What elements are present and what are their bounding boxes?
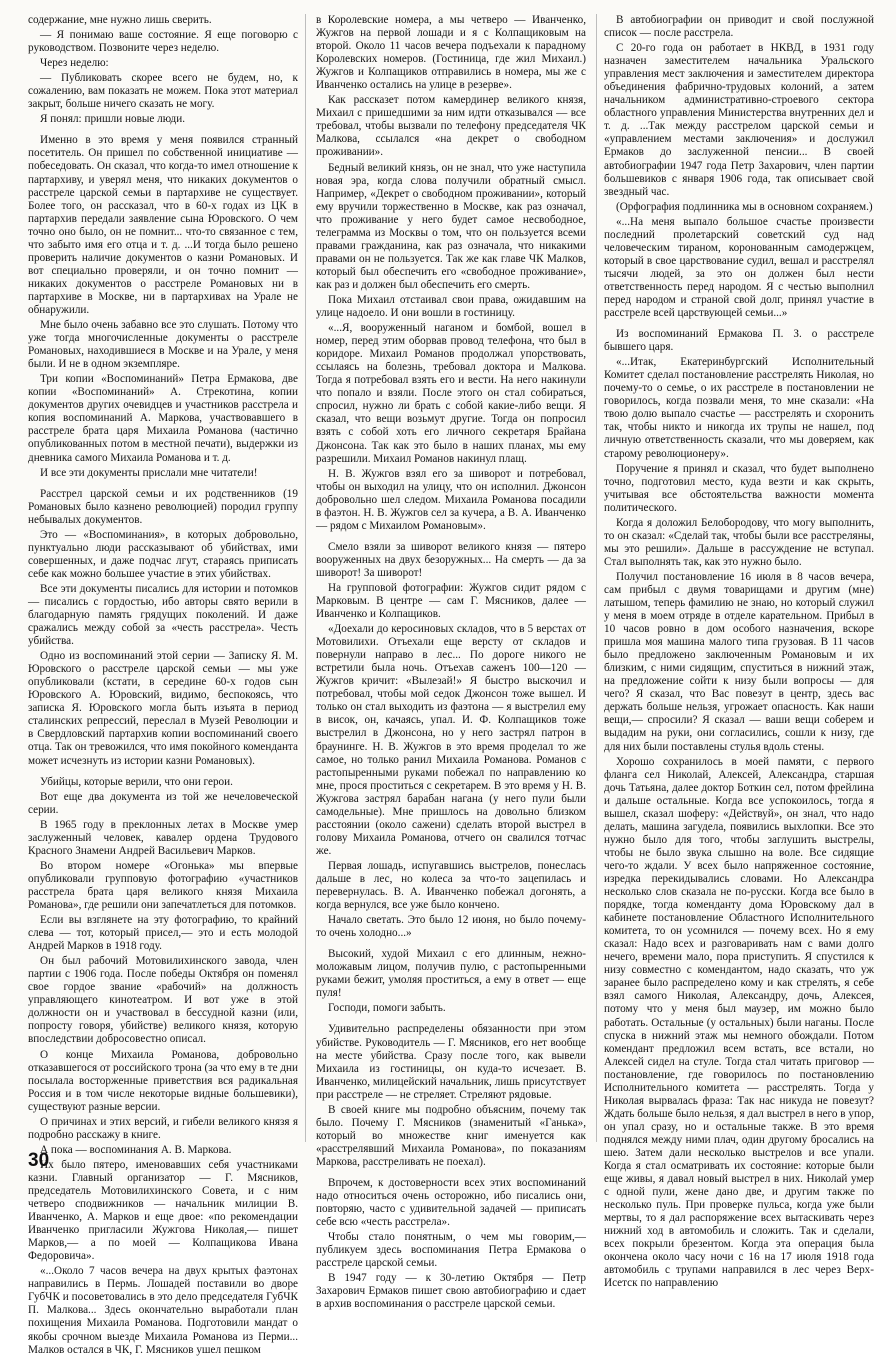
paragraph: Господи, помоги забыть. xyxy=(328,1002,446,1015)
paragraph: С 20-го года он работает в НКВД, в 1931 году назначен заместителем начальника Уральского управления мест заключения и заместителем директора объединения фабрично-трудовых колоний, а затем начальником административно-строевого сектора областного управления Министерства внутренних дел и т. д. ...Так между расстрелом царской семьи и «управлением местами заключения» и дослужил Ермаков до заслуженной пенсии... В своей автобиографии 1947 года Петр Захарович, член партии большевиков с января 1906 года, так описывает свой звездный час. xyxy=(604,42,874,198)
paragraph: в Королевские номера, а мы четверо — Иванченко, Жужгов на первой лошади и я с Колпащиковым на второй. Около 11 часов вечера подъехали к парадному Королевских номеров. (Гостиница, где жил Михаил.) Жужгов и Колпащиков отправились в номера, мы же с Иванченко остались на улице в резерве». xyxy=(316,14,586,92)
paragraph: Когда я доложил Белобородову, что могу выполнить, то он сказал: «Сделай так, чтобы были все расстреляны, мы это решили». Дальше в рассуждение не вступал. Стал выполнять так, как это нужно было. xyxy=(604,516,874,568)
paragraph: «...Около 7 часов вечера на двух крытых фаэтонах направились в Пермь. Лошадей поставили во дворе ГубЧК и посоветовались в это дело председателя ГубЧК П. Малкова... Здесь окончательно выработали план похищения Михаила Романова. Подготовили мандат о якобы срочном выезде Михаила Романова из Перми... Малков остался в ЧК, Г. Мясников ушел пешком xyxy=(28,1265,298,1356)
paragraph: Если вы взглянете на эту фотографию, то крайний слева — тот, который присел,— это и есть молодой Андрей Марков в 1918 году. xyxy=(28,914,298,953)
paragraph: На групповой фотографии: Жужгов сидит рядом с Марковым. В центре — сам Г. Мясников, далее — Иванченко и Колпащиков. xyxy=(316,581,586,621)
paragraph: Убийцы, которые верили, что они герои. xyxy=(40,775,233,788)
paragraph: Смело взяли за шиворот великого князя — пятеро вооруженных на двух безоружных... На смерть — да за шиворот! За шиворот! xyxy=(316,540,586,579)
paragraph: Бедный великий князь, он не знал, что уже наступила новая эра, когда слова получили обратный смысл. Например, «Декрет о свободном проживании», который ему вручили торжественно в Москве, как раз означал, что проживание у него будет самое несвободное, телеграмма из Москвы о том, что он пользуется всеми правами гражданина, как раз означала, что никакими правами он не пользуется. Так же как главе ЧК Малков, который был обеспечить его «свободное проживание», как раз и должен был обеспечить его смерть. xyxy=(316,161,586,291)
paragraph: Хорошо сохранилось в моей памяти, с первого фланга сел Николай, Алексей, Александра, старшая дочь Татьяна, далее доктор Боткин сел, потом фрейлина и дальше остальные. Когда все успокоилось, тогда я вышел, сказал шоферу: «Действуй», он знал, что надо делать, машина загудела, появились выхлопки. Все это нужно было для того, чтобы заглушить выстрелы, чтобы не было звука слышно на воле. Все сидящие чего-то ждали. У всех было напряженное состояние, изредка перекидывались словами. Но Александра несколько слов сказала не по-русски. Когда все было в порядке, тогда коменданту дома Юровскому дал в кабинете постановление Областного Исполнительного комитета, то он усомнился — почему всех. Но я ему сказал: Надо всех и разговаривать нам с вами долго нечего, времени мало, пора приступить. Я спустился к низу совместно с комендантом, надо сказать, что уж заранее было распределено кому и как стрелять, я себе взял самого Николая, Александру, дочь, Алексея, потому что у меня был маузер, им можно было работать. Остальные (у остальных) были наганы. После спуска в нижний этаж мы немного обождали. Потом комендант предложил всем встать, все встали, но Алексей сидел на стуле. Тогда стал читать приговор — постановление, где говорилось по постановлению Исполнительного комитета — расстрелять. Тогда у Николая вырвалась фраза: Так нас никуда не повезут? Ждать больше было нельзя, я дал выстрел в него в упор, он упал сразу, но и остальные также. В это время поднялся между ними плач, один другому бросались на шею. Затем дали несколько выстрелов и все упали. Когда я стал осматривать их состояние: которые были еще живы, я давал новый выстрел в них. Николай умер с одной пули, жене дано две, и другим также по несколько пуль. При проверке пульса, когда уже были мертвы, то я дал распоряжение всех вытаскивать через нижний ход в автомобиль и сложить. Так и сделали, всех покрыли брезентом. Когда эта операция была окончена около часу ночи с 16 на 17 июля 1918 года автомобиль с трупами направился в лес через Верх-Исетск по направлению xyxy=(604,755,874,1290)
paragraph: «...Я, вооруженный наганом и бомбой, вошел в номер, перед этим оборвав провод телефона, что был в коридоре. Михаил Романов продолжал упорствовать, ссылаясь на болезнь, требовал доктора и Малкова. Тогда я потребовал взять его и вести. На него накинули что попало и взяли. После этого он стал собираться, спросил, нужно ли брать с собой какие-либо вещи. Я сказал, что вещи возьмут другие. Тогда он попросил взять с собой хоть его личного секретаря Брайана Джонсона. Так как это было в наших планах, мы ему разрешили. Михаил Романов накинул плащ. xyxy=(316,322,586,465)
paragraph: Их было пятеро, именовавших себя участниками казни. Главный организатор — Г. Мясников, председатель Мотовилихинского Совета, и с ним четверо сподвижников — начальник милиции В. Иванченко, А. Марков и еще двое: «по рекомендации Иванченко пригласили Жужгова Николая,— пишет Марков,— а по моей — Колпащикова Ивана Федоровича». xyxy=(28,1158,298,1263)
paragraph: А пока — воспоминания А. В. Маркова. xyxy=(40,1143,232,1156)
paragraph: «Доехали до керосиновых складов, что в 5 верстах от Мотовилихи. Отъехали еще версту от складов и повернули направо в лес... По дороге никого не встретили была ночь. Отъехав саженъ 100—120 — Жужгов кричит: «Вылезай!» Я быстро выскочил и потребовал, чтобы мой седок Джонсон тоже вышел. И только он стал выходить из фаэтона — я выстрелил ему в висок, он, качаясь, упал. И. Ф. Колпащиков тоже выстрелил в Джонсона, но у него застрял патрон в браунинге. Н. В. Жужгов в это время проделал то же самое, но только ранил Михаила Романова. Романов с растопыренными руками побежал по направлению ко мне, прося проститься с секретарем. В это время у Н. В. Жужгова застрял барабан нагана (у него пули были самодельные). Мне пришлось на довольно близком расстоянии (около сажени) сделать второй выстрел в голову Михаила Романова, отчего он свалился тотчас же. xyxy=(316,623,586,857)
column-divider xyxy=(596,14,597,1142)
paragraph: Как рассказет потом камердинер великого князя, Михаил с пришедшими за ним идти отказывался — все требовал, чтобы вызвали по телефону председателя ЧК Малкова, ссылался «на декрет о свободном проживании». xyxy=(316,94,586,159)
paragraph: В 1965 году в преклонных летах в Москве умер заслуженный человек, кавалер ордена Трудового Красного Знамени Андрей Васильевич Марков. xyxy=(28,818,298,857)
column-divider xyxy=(305,14,306,1142)
paragraph: Пока Михаил отстаивал свои права, ожидавшим на улице надоело. И они вошли в гостиницу. xyxy=(316,293,586,320)
paragraph: В автобиографии он приводит и свой послужной список — после расстрела. xyxy=(604,14,874,40)
paragraph: Получил постановление 16 июля в 8 часов вечера, сам прибыл с двумя товарищами и другим (мне) латышом, теперь фамилию не знаю, но который служил у меня в моем отряде в отделе карательном. Прибыл в 10 часов ровно в дом особого назначения, вскоре пришла моя машина малого типа грузовая. В 11 часов было предложено заключенным Романовым и их близким, с ними сидящим, спуститься в нижний этаж, на предложение сойти к низу были вопросы — для чего? Я сказал, что Вас повезут в центр, здесь вас держать больше нельзя, угрожает опасность. Как наши вещи,— спросили? Я сказал — ваши вещи соберем и выдадим на руки, они согласились, сошли к низу, где для них были поставлены стулья вдоль стены. xyxy=(604,570,874,753)
paragraph: Вот еще два документа из той же нечеловеческой серии. xyxy=(28,790,298,816)
paragraph: Одно из воспоминаний этой серии — Записку Я. М. Юровского о расстреле царской семьи — мы уже опубликовали (кстати, в середине 60-х годов сын Юровского А. Юровский, видимо, беспокоясь, что записка Я. Юровского могла быть изъята в период сталинских репрессий, переслал в Музей Революции и в Свердловский партархив копии воспоминаний своего отца. Так он тревожился, что имя покойного коменданта может исчезнуть из истории казни Романовых). xyxy=(28,650,298,767)
column-3 xyxy=(604,14,874,1290)
paragraph: Начало светать. Это было 12 июня, но было почему-то очень холодно...» xyxy=(316,914,586,940)
paragraph: Мне было очень забавно все это слушать. Потому что уже тогда многочисленные документы о расстреле Романовых, находившиеся в Москве и на Урале, у меня были. И не в одном экземпляре. xyxy=(28,319,298,371)
paragraph: Через неделю: xyxy=(40,57,109,70)
paragraph: «...На меня выпало большое счастье произвести последний пролетарский советский суд над человеческим тираном, коронованным самодержцем, который в свое царствование судил, вешал и расстрелял тысячи людей, за это он должен был нести ответственность перед народом. Я с честью выполнил перед народом и страной свой долг, принял участие в расстреле всей царствующей семьи...» xyxy=(604,215,874,320)
paragraph: содержание, мне нужно лишь сверить. xyxy=(28,14,212,26)
paragraph: О причинах и этих версий, и гибели великого князя я подробно расскажу в книге. xyxy=(28,1115,298,1141)
article-body xyxy=(28,14,874,1356)
paragraph: Чтобы стало понятным, о чем мы говорим,— публикуем здесь воспоминания Петра Ермакова о расстреле царской семьи. xyxy=(316,1231,586,1270)
paragraph: О конце Михаила Романова, добровольно отказавшегося от российского трона (за что ему в те дни посылала восторженные приветствия вся радикальная Россия и в том числе некоторые видные большевики), существуют разные версии. xyxy=(28,1048,298,1113)
paragraph: — Публиковать скорее всего не будем, но, к сожалению, вам показать не можем. Пока этот материал закрыт, больше ничего сказать не могу. xyxy=(28,72,298,111)
paragraph: — Я понимаю ваше состояние. Я еще поговорю с руководством. Позвоните через неделю. xyxy=(28,29,298,55)
page-number: 30 xyxy=(28,1150,50,1171)
column-2 xyxy=(316,14,586,1311)
paragraph: Высокий, худой Михаил с его длинным, нежно-моложавым лицом, получив пулю, с растопыренными руками бежит, умоляя проститься, а ему в ответ — еще пуля! xyxy=(316,948,586,1000)
paragraph: Во втором номере «Огонька» мы впервые опубликовали групповую фотографию «участников расстрела брата царя великого князя Михаила Романова», где решили они запечатлеться для потомков. xyxy=(28,859,298,911)
paragraph: Это — «Воспоминания», в которых добровольно, пунктуально люди рассказывают об убийствах, ими совершенных, и даже подчас лгут, стараясь приписать себе как можно большее участие в этих убийствах. xyxy=(28,528,298,580)
paragraph: (Орфография подлинника мы в основном сохраняем.) xyxy=(616,200,873,213)
paragraph: Я понял: пришли новые люди. xyxy=(40,113,185,126)
paragraph: Удивительно распределены обязанности при этом убийстве. Руководитель — Г. Мясников, его нет вообще на месте убийства. Сразу после того, как вывели Михаила из гостиницы, он куда-то исчезает. В. Иванченко, милицейский начальник, лишь присутствует при расстреле — не стреляет. Стреляют рядовые. xyxy=(316,1023,586,1101)
paragraph: Все эти документы писались для истории и потомков — писались с гордостью, ибо авторы свято верили в благодарную память грядущих поколений. И даже сражались между собой за «честь расстрела». Честь убийства. xyxy=(28,582,298,648)
paragraph: Расстрел царской семьи и их родственников (19 Романовых было казнено революцией) породил группу небывалых документов. xyxy=(28,487,298,526)
paragraph: Поручение я принял и сказал, что будет выполнено точно, подготовил место, куда везти и как скрыть, учитывая все обстоятельства важности момента политического. xyxy=(604,462,874,514)
paragraph: Именно в это время у меня появился странный посетитель. Он пришел по собственной инициативе — побеседовать. Он сказал, что когда-то имел отношение к партархиву, и уверял меня, что никаких документов о расстреле царской семьи в партархиве не существует. Более того, он рассказал, что в 60-х годах из ЦК в партархив передали заявление сына Юровского. О чем точно оно было, он не помнит... что-то связанное с тем, что забыто имя его отца и т. д. ...И тогда было решено проверить наличие документов о казни Романовых. И вот специально проверяли, и он точно помнит — никаких документов о расстреле Романовых ни в партархиве в Москве, ни в партархивах на Урале не обнаружили. xyxy=(28,134,298,316)
paragraph: В 1947 году — к 30-летию Октября — Петр Захарович Ермаков пишет свою автобиографию и сдает в архив воспоминания о расстреле царской семьи. xyxy=(316,1272,586,1311)
paragraph: Он был рабочий Мотовилихинского завода, член партии с 1906 года. После победы Октября он поменял свое гордое звание «рабочий» на должность управляющего кинотеатром. И вот уже в этой должности он и участвовал в бессудной казни (или, попросту говоря, убийстве) великого князя, которую впоследствии добросовестно описал. xyxy=(28,955,298,1046)
paragraph: И все эти документы прислали мне читатели! xyxy=(40,466,258,479)
paragraph: Впрочем, к достоверности всех этих воспоминаний надо относиться очень осторожно, ибо писались они, повторяю, часто с удивительной задачей — приписать себе всю «честь расстрела». xyxy=(316,1176,586,1229)
paragraph: В своей книге мы подробно объясним, почему так было. Почему Г. Мясников (знаменитый «Ганька», который во множестве книг именуется как «расстрелявший Михаила Романова», по показаниям Маркова, расстреливать не поехал). xyxy=(316,1103,586,1168)
paragraph: Три копии «Воспоминаний» Петра Ермакова, две копии «Воспоминаний» А. Стрекотина, копии документов других очевидцев и участников расстрела и копия воспоминаний А. Маркова, участвовавшего в расстреле брата царя Михаила Романова (частично опубликованных потом в местной печати), выдержки из дневника самого Михаила Романова и т. д. xyxy=(28,373,298,464)
paragraph: Н. В. Жужгов взял его за шиворот и потребовал, чтобы он выходил на улицу, что он исполнил. Джонсон добровольно шел следом. Михаила Романова посадили в фаэтон. Н. В. Жужгов сел за кучера, а В. А. Иванченко — рядом с Михаилом Романовым». xyxy=(316,467,586,532)
paragraph: Первая лошадь, испугавшись выстрелов, понеслась дальше в лес, но колеса за что-то зацепилась и перевернулась. В. А. Иванченко побежал догонять, а когда вернулся, все уже было кончено. xyxy=(316,859,586,912)
paragraph: «...Итак, Екатеринбургский Исполнительный Комитет сделал постановление расстрелять Николая, но почему-то о семье, о их расстреле в постановлении не говорилось, когда позвали меня, то мне сказали: «На твою долю выпало счастье — расстрелять и схоронить так, чтобы никто и никогда их трупы не нашел, под личную ответственность сказали, что мы доверяем, как старому революционеру». xyxy=(604,356,874,460)
paragraph: Из воспоминаний Ермакова П. З. о расстреле бывшего царя. xyxy=(604,328,874,354)
